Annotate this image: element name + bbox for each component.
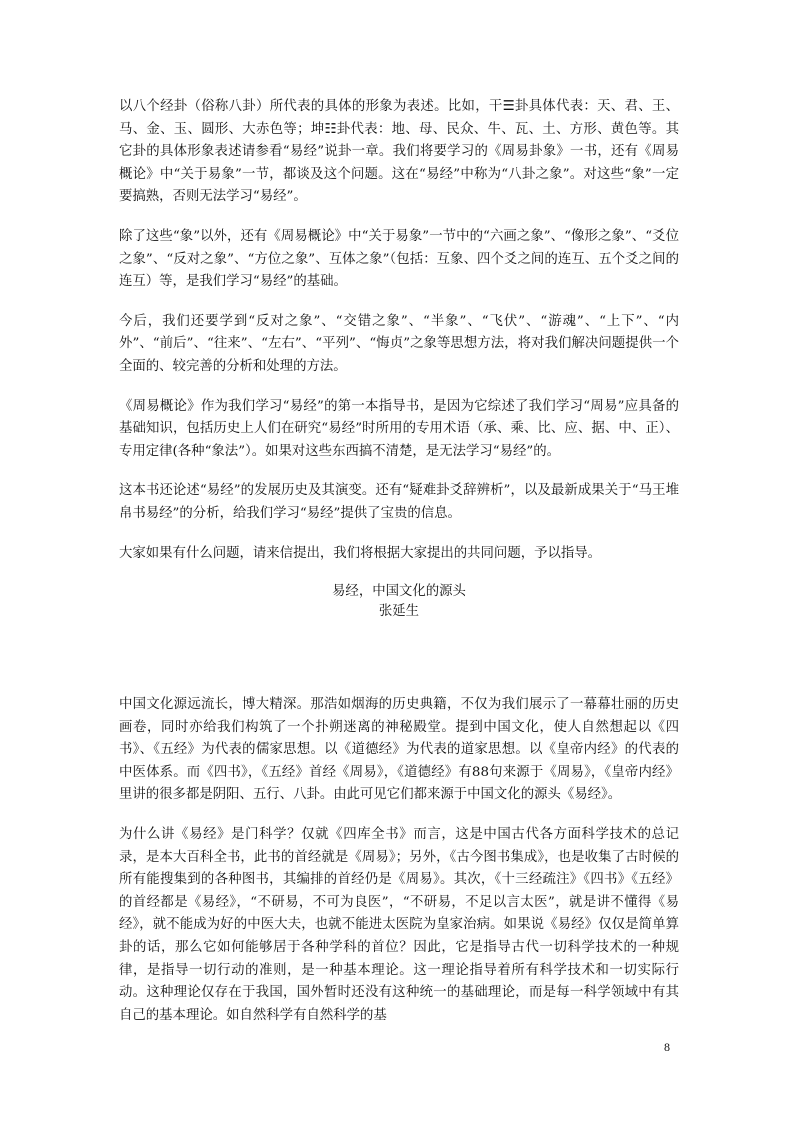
article-paragraph-1: 中国文化源远流长，博大精深。那浩如烟海的历史典籍，不仅为我们展示了一幕幕壮丽的历史画卷，同时亦给我们构筑了一个扑朔迷离的神秘殿堂。提到中国文化，使人自然想起以《四书》、《五经》为代表的儒家思想。以《道德经》为代表的道家思想。以《皇帝内经》的代表的中医体系。而《四书》，《五经》首经《周易》，《道德经》有88句来源于《周易》，《皇帝内经》里讲的很多都是阴阳、五行、八卦。由此可见它们都来源于中国文化的源头《易经》。 bbox=[119, 697, 679, 803]
article-author: 张延生 bbox=[378, 604, 420, 620]
article-title: 易经，中国文化的源头 bbox=[332, 584, 466, 600]
paragraph-5: 这本书还论述“易经”的发展历史及其演变。还有“疑难卦爻辞辨析”，以及最新成果关于“马王堆帛书易经”的分析，给我们学习“易经”提供了宝贵的信息。 bbox=[119, 483, 679, 521]
paragraph-1: 以八个经卦（俗称八卦）所代表的具体的形象为表述。比如，干☰卦具体代表：天、君、王、马、金、玉、圆形、大赤色等；坤☷卦代表：地、母、民众、牛、瓦、土、方形、黄色等。其它卦的具体形象表述请参看“易经”说卦一章。我们将要学习的《周易卦象》一书，还有《周易概论》中“关于易象”一节，都谈及这个问题。这在“易经”中称为“八卦之象”。对这些“象”一定要搞熟，否则无法学习“易经”。 bbox=[119, 99, 679, 205]
section-spacer bbox=[119, 622, 679, 694]
paragraph-4: 《周易概论》作为我们学习“易经”的第一本指导书，是因为它综述了我们学习“周易”应具备的基础知识，包括历史上人们在研究“易经”时所用的专用术语（承、乘、比、应、据、中、正）、专用定律(各种“象法”）。如果对这些东西搞不清楚，是无法学习“易经”的。 bbox=[119, 398, 679, 459]
article-paragraph-2: 为什么讲《易经》是门科学？仅就《四库全书》而言，这是中国古代各方面科学技术的总记录，是本大百科全书，此书的首经就是《周易》；另外，《古今图书集成》，也是收集了古时候的所有能搜集到的各种图书，其编排的首经仍是《周易》。其次，《十三经疏注》《四书》《五经》的首经都是《易经》，“不研易，不可为良医”，“不研易，不足以言太医”，就是讲不懂得《易经》，就不能成为好的中医大夫，也就不能进太医院为皇家治病。如果说《易经》仅仅是简单算卦的话，那么它如何能够居于各种学科的首位？因此，它是指导古代一切科学技术的一种规律，是指导一切行动的准则，是一种基本理论。这一理论指导着所有科学技术和一切实际行动。这种理论仅存在于我国，国外暂时还没有这种统一的基础理论，而是每一科学领域中有其自己的基本理论。如自然科学有自然科学的基 bbox=[119, 827, 679, 1023]
paragraph-6: 大家如果有什么问题，请来信提出，我们将根据大家提出的共同问题，予以指导。 bbox=[119, 545, 602, 561]
page-number: 8 bbox=[664, 1040, 670, 1054]
page-body bbox=[119, 96, 679, 1044]
article-header bbox=[119, 582, 679, 622]
paragraph-3: 今后，我们还要学到“反对之象”、“交错之象”、“半象”、“飞伏”、“游魂”、“上下”、“内外”、“前后”、“往来”、“左右”、“平列”、“悔贞”之象等思想方法，将对我们解决问题提供一个全面的、较完善的分析和处理的方法。 bbox=[119, 313, 679, 374]
paragraph-2: 除了这些“象”以外，还有《周易概论》中“关于易象”一节中的“六画之象”、“像形之象”、“爻位之象”、“反对之象”、“方位之象”、互体之象”（包括：互象、四个爻之间的连互、五个爻之间的连互）等，是我们学习“易经”的基础。 bbox=[119, 228, 679, 290]
